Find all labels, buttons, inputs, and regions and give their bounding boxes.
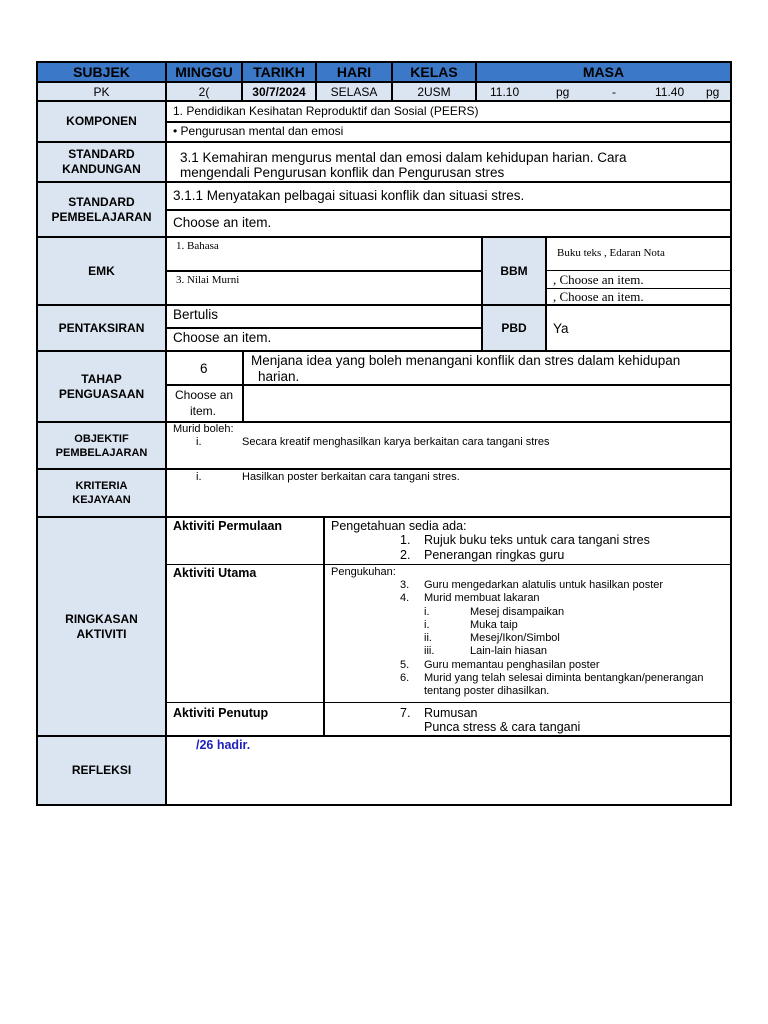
permulaan-num-1: 1.: [400, 533, 411, 547]
header-tarikh: TARIKH: [243, 63, 315, 81]
penutup-title: Aktiviti Penutup: [173, 706, 269, 720]
utama-item-5: Mesej/Ikon/Simbol: [470, 632, 560, 644]
label-refleksi: REFLEKSI: [38, 737, 165, 804]
permulaan-intro: Pengetahuan sedia ada:: [331, 519, 467, 533]
label-standard-kandungan: STANDARD KANDUNGAN: [38, 143, 165, 181]
header-subjek: SUBJEK: [38, 63, 165, 81]
header-minggu: MINGGU: [167, 63, 241, 81]
label-pbd: PBD: [483, 306, 545, 350]
utama-item-2: Murid membuat lakaran: [424, 592, 540, 604]
permulaan-item-1: Rujuk buku teks untuk cara tangani stres: [424, 533, 650, 547]
label-ringkasan: RINGKASAN AKTIVITI: [38, 518, 165, 735]
komponen-line2: • Pengurusan mental dan emosi: [173, 124, 344, 138]
emk-item1: 1. Bahasa: [176, 240, 219, 252]
label-tahap-penguasaan: TAHAP PENGUASAAN: [38, 352, 165, 421]
masa-pg2: pg: [706, 85, 720, 99]
utama-num-4: i.: [424, 619, 430, 631]
kriteria-text: Hasilkan poster berkaitan cara tangani stres.: [242, 471, 460, 483]
header-masa: MASA: [477, 63, 730, 81]
utama-item-7: Guru memantau penghasilan poster: [424, 659, 600, 671]
label-pentaksiran: PENTAKSIRAN: [38, 306, 165, 350]
masa-end: 11.40: [655, 85, 685, 99]
utama-item-9: tentang poster dihasilkan.: [424, 685, 550, 697]
penutup-text2: Punca stress & cara tangani: [424, 720, 581, 734]
utama-item-6: Lain-lain hiasan: [470, 645, 548, 657]
permulaan-title: Aktiviti Permulaan: [173, 519, 283, 533]
header-hari: HARI: [317, 63, 391, 81]
pentaksiran-item1: Bertulis: [173, 307, 219, 322]
objektif-intro: Murid boleh:: [173, 423, 234, 435]
info-tarikh: 30/7/2024: [243, 83, 315, 100]
utama-num-2: 4.: [400, 592, 410, 604]
kriteria-num: i.: [196, 471, 202, 483]
label-bbm: BBM: [483, 238, 545, 304]
masa-start: 11.10: [490, 85, 520, 99]
utama-item-3: Mesej disampaikan: [470, 606, 565, 618]
utama-title: Aktiviti Utama: [173, 566, 257, 580]
utama-item-8: Murid yang telah selesai diminta bentangkan/penerangan: [424, 672, 704, 684]
label-kriteria: KRITERIA KEJAYAAN: [38, 470, 165, 516]
permulaan-item-2: Penerangan ringkas guru: [424, 548, 565, 562]
emk-item2: 3. Nilai Murni: [176, 274, 240, 286]
standard-pembelajaran-choose[interactable]: Choose an item.: [173, 215, 272, 230]
utama-intro: Pengukuhan:: [331, 566, 396, 578]
objektif-num: i.: [196, 436, 202, 448]
utama-num-1: 3.: [400, 579, 410, 591]
utama-num-7: 5.: [400, 659, 410, 671]
bbm-item1: Buku teks , Edaran Nota: [557, 247, 665, 259]
utama-num-3: i.: [424, 606, 430, 618]
tahap-choose2[interactable]: item.: [190, 404, 217, 418]
standard-kandungan-text2: mengendali Pengurusan konflik dan Pengurusan stres: [180, 165, 505, 180]
label-emk: EMK: [38, 238, 165, 304]
info-subjek: PK: [38, 83, 165, 100]
header-kelas: KELAS: [393, 63, 475, 81]
info-minggu: 2(: [167, 83, 241, 100]
utama-num-5: ii.: [424, 632, 432, 644]
standard-kandungan-text1: 3.1 Kemahiran mengurus mental dan emosi dalam kehidupan harian. Cara: [180, 150, 627, 165]
refleksi-text[interactable]: /26 hadir.: [196, 738, 251, 752]
utama-num-6: iii.: [424, 645, 435, 657]
pentaksiran-choose[interactable]: Choose an item.: [173, 330, 272, 345]
info-hari: SELASA: [317, 83, 391, 100]
penutup-text1: Rumusan: [424, 706, 478, 720]
label-objektif: OBJEKTIF PEMBELAJARAN: [38, 423, 165, 468]
standard-pembelajaran-text: 3.1.1 Menyatakan pelbagai situasi konflik dan situasi stres.: [173, 188, 525, 203]
tahap-desc2: harian.: [258, 369, 300, 384]
masa-dash: -: [612, 85, 616, 99]
label-standard-pembelajaran: STANDARD PEMBELAJARAN: [38, 183, 165, 236]
tahap-desc1: Menjana idea yang boleh menangani konflik dan stres dalam kehidupan: [251, 353, 681, 368]
utama-item-1: Guru mengedarkan alatulis untuk hasilkan poster: [424, 579, 664, 591]
komponen-line1: 1. Pendidikan Kesihatan Reproduktif dan Sosial (PEERS): [173, 104, 479, 118]
label-komponen: KOMPONEN: [38, 102, 165, 141]
info-kelas: 2USM: [393, 83, 475, 100]
bbm-item3[interactable]: , Choose an item.: [553, 289, 644, 304]
pbd-value: Ya: [553, 321, 569, 336]
bbm-item2[interactable]: , Choose an item.: [553, 272, 644, 287]
utama-num-8: 6.: [400, 672, 410, 684]
penutup-num: 7.: [400, 706, 411, 720]
permulaan-num-2: 2.: [400, 548, 411, 562]
tahap-level: 6: [200, 361, 208, 376]
utama-item-4: Muka taip: [470, 619, 518, 631]
objektif-text: Secara kreatif menghasilkan karya berkaitan cara tangani stres: [242, 436, 550, 448]
tahap-choose1[interactable]: Choose an: [175, 388, 234, 402]
masa-pg1: pg: [556, 85, 570, 99]
